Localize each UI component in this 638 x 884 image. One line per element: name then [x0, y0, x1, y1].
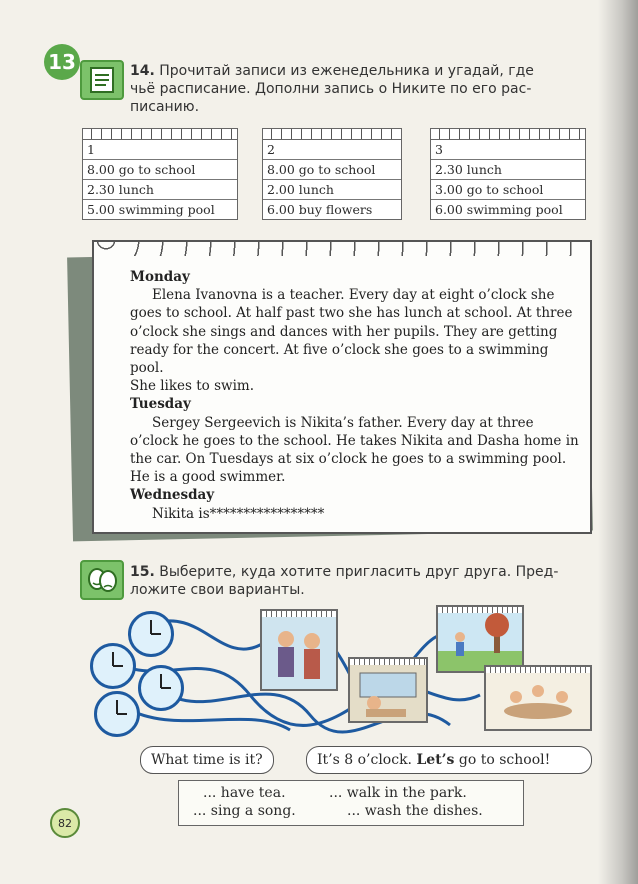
question-bubble: What time is it?	[140, 746, 274, 774]
task-14-number: 14.	[130, 63, 155, 79]
notebook-icon	[80, 60, 124, 100]
family-table-graphic	[486, 667, 590, 729]
schedule-row: 6.00 buy flowers	[267, 202, 373, 217]
task-15-line-1: Выберите, куда хотите пригласить друг друга. Пред-	[159, 564, 559, 580]
park-graphic	[438, 607, 522, 671]
task-14-line-2: чьё расписание. Дополни запись о Никите по его рас-	[130, 81, 532, 97]
answer-part-2: Let’s	[416, 752, 455, 768]
schedule-spiral	[83, 129, 237, 140]
schedule-row: 6.00 swimming pool	[435, 202, 563, 217]
schedule-row: 2.30 lunch	[83, 180, 237, 200]
picture-tea	[348, 657, 428, 723]
weekly-diary	[92, 240, 592, 534]
schedule-card-2	[262, 128, 402, 220]
picture-park	[436, 605, 524, 673]
answer-part-3: go to school!	[458, 752, 551, 768]
tuesday-entry: Sergey Sergeevich is Nikita’s father. Every day at three o’clock he goes to the school. He takes Nikita and Dasha home in the car. On Tuesdays at six o’clock he goes to a swimming pool. He is a good swimmer.	[130, 414, 579, 486]
task-15-number: 15.	[130, 564, 155, 580]
schedule-card-3	[430, 128, 586, 220]
theatre-masks-icon	[80, 560, 124, 600]
clock-icon	[128, 611, 174, 657]
schedule-row: 2.30 lunch	[431, 160, 585, 180]
theatre-masks-graphic	[82, 562, 122, 598]
task-15-line-2: ложите свои варианты.	[130, 582, 305, 598]
picture-edge	[262, 611, 336, 617]
book-spine-shadow	[598, 0, 638, 884]
schedule-spiral	[263, 129, 401, 140]
schedule-row: 8.00 go to school	[83, 160, 237, 180]
picture-edge	[350, 659, 426, 665]
clock-icon	[94, 691, 140, 737]
task-14-instructions	[130, 62, 590, 116]
schedule-id: 3	[431, 140, 585, 160]
schedule-id: 2	[263, 140, 401, 160]
task-15-instructions	[130, 563, 590, 599]
tea-graphic	[350, 659, 426, 721]
task-14-line-1: Прочитай записи из еженедельника и угадай, где	[159, 63, 534, 79]
answer-bubble	[306, 746, 592, 774]
clock-icon	[90, 643, 136, 689]
picture-family-table	[484, 665, 592, 731]
schedule-row: 5.00 swimming pool	[87, 202, 215, 217]
schedule-spiral	[431, 129, 585, 140]
schedule-row: 2.00 lunch	[263, 180, 401, 200]
day-label-wednesday: Wednesday	[130, 487, 215, 504]
clocks-and-pictures-illustration	[80, 605, 600, 735]
monday-entry: Elena Ivanovna is a teacher. Every day at eight o’clock she goes to school. At half past two she has lunch at school. At three o’clock she sings and dances with her pupils. They are getting ready for the concert. At five o’clock she goes to a swimming pool.	[130, 287, 573, 377]
picture-edge	[438, 607, 522, 613]
phrase-option: ... walk in the park.	[329, 785, 467, 801]
picture-singing-people	[260, 609, 338, 691]
lesson-number-badge: 13	[44, 44, 80, 80]
phrase-options-box	[178, 780, 524, 826]
page-number: 82	[50, 808, 80, 838]
phrase-option: ... have tea.	[203, 785, 286, 801]
wednesday-entry: Nikita is*****************	[152, 505, 325, 522]
schedule-row: 3.00 go to school	[431, 180, 585, 200]
day-label-tuesday: Tuesday	[130, 396, 191, 413]
schedule-row: 8.00 go to school	[263, 160, 401, 180]
phrase-option: ... sing a song.	[193, 803, 296, 819]
schedule-id: 1	[83, 140, 237, 160]
day-label-monday: Monday	[130, 269, 190, 285]
task-14-line-3: писанию.	[130, 99, 200, 115]
schedule-card-1	[82, 128, 238, 220]
diary-spiral	[94, 240, 590, 256]
notebook-icon-graphic	[82, 62, 122, 98]
phrase-option: ... wash the dishes.	[347, 803, 483, 819]
singing-people-graphic	[262, 611, 336, 689]
picture-edge	[486, 667, 590, 673]
clock-icon	[138, 665, 184, 711]
diary-content	[130, 268, 580, 523]
answer-part-1: It’s 8 o’clock.	[317, 752, 412, 768]
monday-entry-end: She likes to swim.	[130, 378, 254, 395]
